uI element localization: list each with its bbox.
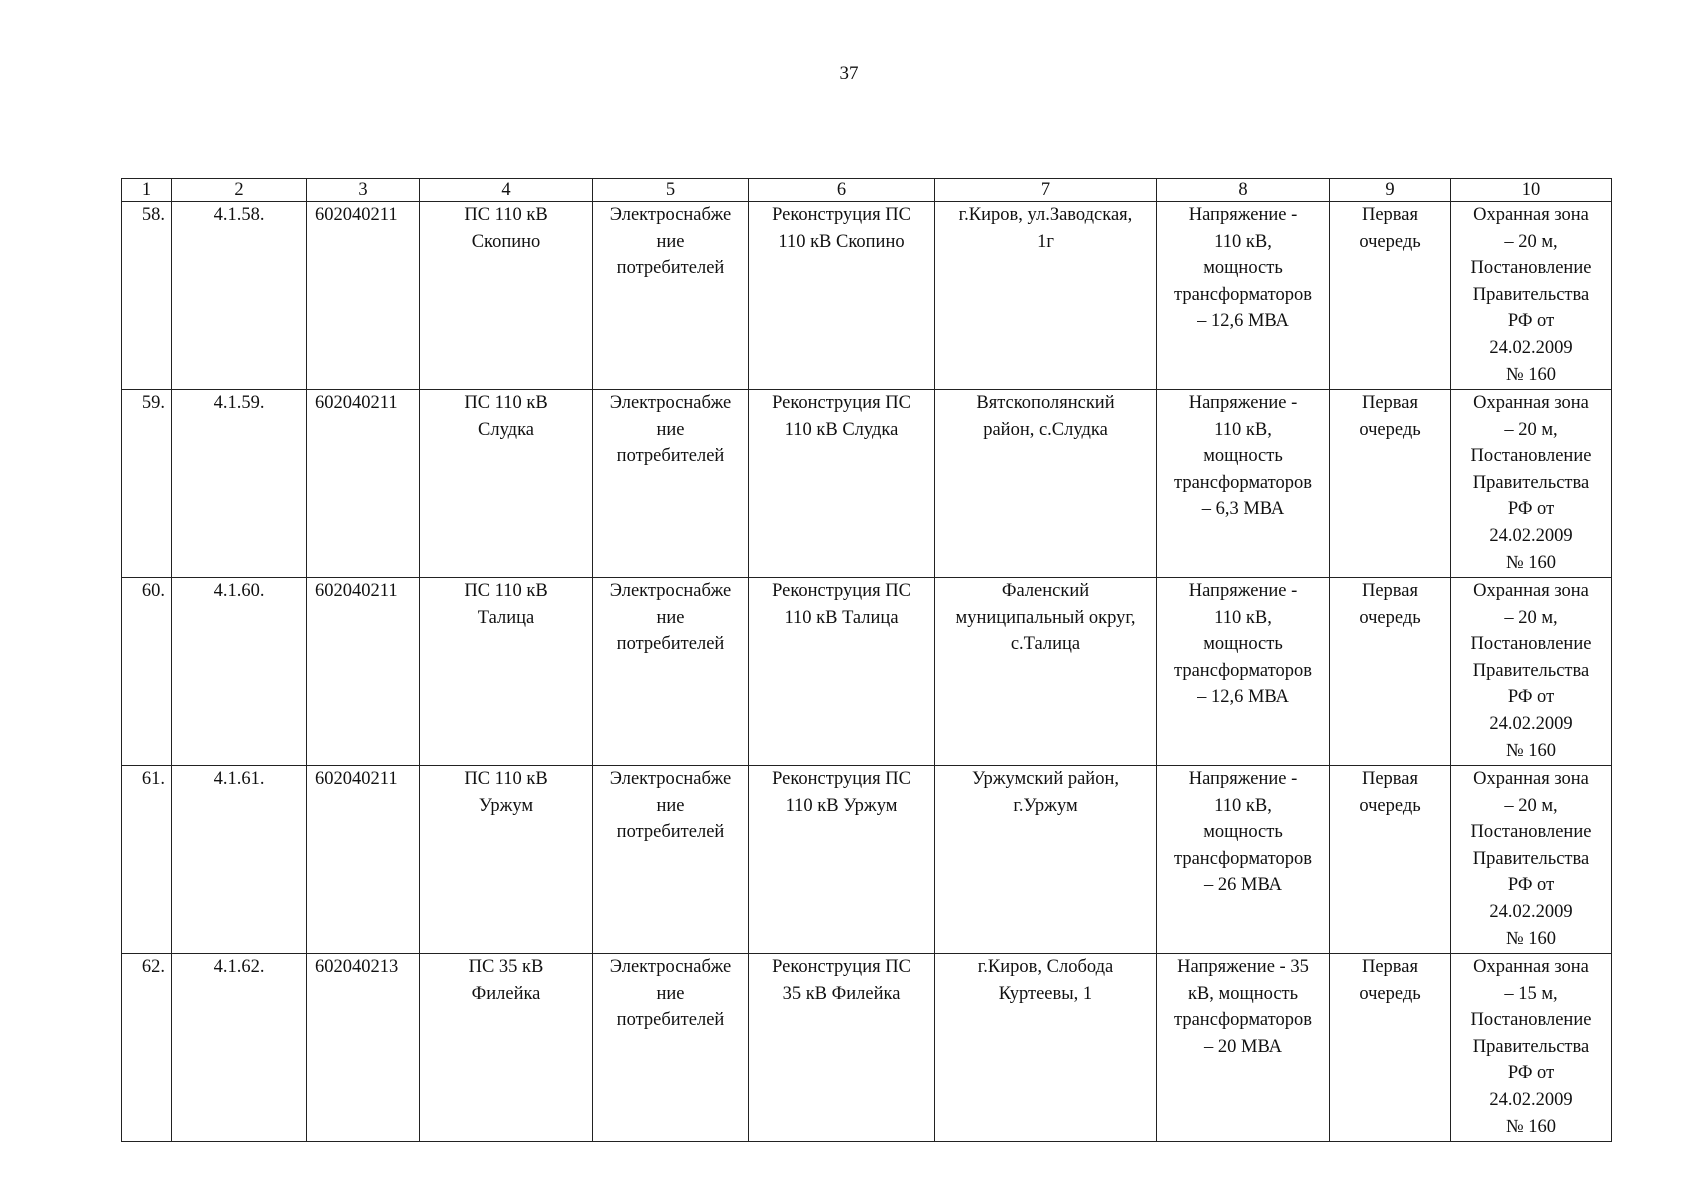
characteristics-cell: [1157, 390, 1330, 578]
table-row: [122, 202, 1612, 390]
header-cell: 3: [307, 179, 420, 202]
cell-line: очередь: [1359, 607, 1421, 628]
object-code-cell: 602040211: [307, 578, 420, 766]
cell-line: Филейка: [471, 983, 541, 1004]
stage-cell: [1330, 954, 1451, 1142]
cell-line: мощность: [1203, 822, 1283, 843]
cell-line: Постановление: [1470, 822, 1592, 843]
stage-cell: [1330, 578, 1451, 766]
object-name-cell: [420, 202, 593, 390]
cell-line: РФ от: [1507, 1063, 1555, 1084]
cell-line: трансформаторов: [1174, 284, 1312, 305]
cell-line: Напряжение -: [1188, 581, 1298, 601]
characteristics-cell: [1157, 766, 1330, 954]
table-row: [122, 578, 1612, 766]
protection-zone-cell: [1451, 578, 1612, 766]
cell-line: 1г: [1037, 231, 1054, 252]
cell-line: г.Уржум: [1013, 795, 1078, 816]
cell-line: Уржум: [478, 795, 534, 816]
cell-line: 110 кВ Скопино: [778, 231, 905, 252]
cell-line: Реконструция ПС: [772, 581, 911, 601]
work-type-cell: [749, 578, 935, 766]
cell-line: потребителей: [616, 822, 725, 843]
header-cell: 5: [593, 179, 749, 202]
row-number-cell: 62.: [122, 954, 172, 1142]
cell-line: Правительства: [1472, 660, 1590, 681]
cell-line: Правительства: [1472, 848, 1590, 869]
object-code-cell: 602040213: [307, 954, 420, 1142]
cell-line: Правительства: [1472, 472, 1590, 493]
header-cell: 1: [122, 179, 172, 202]
cell-line: Охранная зона: [1473, 769, 1589, 789]
cell-line: Электроснабже: [609, 205, 732, 225]
item-index-cell: 4.1.58.: [172, 202, 307, 390]
header-cell: 6: [749, 179, 935, 202]
table-row: [122, 390, 1612, 578]
object-name-cell: [420, 390, 593, 578]
cell-line: Куртеевы, 1: [998, 983, 1093, 1004]
header-cell: 8: [1157, 179, 1330, 202]
cell-line: ние: [656, 607, 685, 628]
cell-line: мощность: [1203, 446, 1283, 467]
cell-line: ПС 35 кВ: [468, 957, 544, 977]
cell-line: – 20 м,: [1504, 795, 1558, 816]
cell-line: 110 кВ,: [1214, 795, 1272, 816]
cell-line: очередь: [1359, 419, 1421, 440]
table-row: [122, 954, 1612, 1142]
cell-line: Вятскополянский: [976, 393, 1115, 413]
cell-line: Постановление: [1470, 446, 1592, 467]
item-index-cell: 4.1.61.: [172, 766, 307, 954]
cell-line: 110 кВ Уржум: [785, 795, 898, 816]
cell-line: – 20 м,: [1504, 607, 1558, 628]
cell-line: 24.02.2009: [1489, 337, 1573, 358]
cell-line: Напряжение -: [1188, 769, 1298, 789]
object-name-cell: [420, 766, 593, 954]
cell-line: ние: [656, 795, 685, 816]
location-cell: [935, 954, 1157, 1142]
cell-line: Первая: [1361, 957, 1419, 977]
cell-line: Первая: [1361, 205, 1419, 225]
protection-zone-cell: [1451, 954, 1612, 1142]
object-code-cell: 602040211: [307, 202, 420, 390]
purpose-cell: [593, 202, 749, 390]
object-code-cell: 602040211: [307, 390, 420, 578]
item-index-cell: 4.1.62.: [172, 954, 307, 1142]
cell-line: кВ, мощность: [1187, 983, 1299, 1004]
work-type-cell: [749, 202, 935, 390]
cell-line: ПС 110 кВ: [464, 769, 548, 789]
cell-line: ние: [656, 419, 685, 440]
cell-line: потребителей: [616, 1010, 725, 1031]
cell-line: № 160: [1505, 364, 1557, 385]
stage-cell: [1330, 766, 1451, 954]
cell-line: 24.02.2009: [1489, 713, 1573, 734]
item-index-cell: 4.1.60.: [172, 578, 307, 766]
work-type-cell: [749, 954, 935, 1142]
cell-line: Постановление: [1470, 258, 1592, 279]
cell-line: потребителей: [616, 446, 725, 467]
cell-line: № 160: [1505, 740, 1557, 761]
cell-line: 35 кВ Филейка: [782, 983, 901, 1004]
cell-line: Уржумский район,: [972, 769, 1119, 789]
header-cell: 9: [1330, 179, 1451, 202]
purpose-cell: [593, 766, 749, 954]
cell-line: очередь: [1359, 231, 1421, 252]
cell-line: трансформаторов: [1174, 472, 1312, 493]
characteristics-cell: [1157, 954, 1330, 1142]
cell-line: Слудка: [478, 419, 534, 440]
cell-line: Охранная зона: [1473, 581, 1589, 601]
cell-line: – 20 МВА: [1204, 1036, 1282, 1057]
cell-line: Напряжение -: [1188, 393, 1298, 413]
work-type-cell: [749, 766, 935, 954]
cell-line: потребителей: [616, 634, 725, 655]
cell-line: 110 кВ,: [1214, 231, 1272, 252]
cell-line: Первая: [1361, 393, 1419, 413]
stage-cell: [1330, 202, 1451, 390]
cell-line: Правительства: [1472, 1036, 1590, 1057]
document-table: [121, 178, 1612, 1142]
cell-line: район, с.Слудка: [983, 419, 1108, 440]
characteristics-cell: [1157, 578, 1330, 766]
location-cell: [935, 202, 1157, 390]
cell-line: Постановление: [1470, 1010, 1592, 1031]
cell-line: Реконструция ПС: [772, 769, 911, 789]
stage-cell: [1330, 390, 1451, 578]
row-number-cell: 61.: [122, 766, 172, 954]
table-body: [122, 179, 1612, 1142]
cell-line: – 26 МВА: [1204, 875, 1282, 896]
cell-line: Фаленский: [1001, 581, 1090, 601]
cell-line: Правительства: [1472, 284, 1590, 305]
object-name-cell: [420, 578, 593, 766]
protection-zone-cell: [1451, 202, 1612, 390]
cell-line: – 20 м,: [1504, 419, 1558, 440]
cell-line: г.Киров, Слобода: [977, 957, 1114, 977]
header-row: [122, 179, 1612, 202]
work-type-cell: [749, 390, 935, 578]
item-index-cell: 4.1.59.: [172, 390, 307, 578]
cell-line: Талица: [477, 607, 535, 628]
cell-line: – 12,6 МВА: [1197, 311, 1289, 332]
cell-line: ПС 110 кВ: [464, 393, 548, 413]
cell-line: № 160: [1505, 928, 1557, 949]
purpose-cell: [593, 390, 749, 578]
cell-line: Электроснабже: [609, 393, 732, 413]
cell-line: Электроснабже: [609, 769, 732, 789]
row-number-cell: 59.: [122, 390, 172, 578]
header-cell: 2: [172, 179, 307, 202]
cell-line: 110 кВ Талица: [784, 607, 899, 628]
cell-line: ние: [656, 231, 685, 252]
cell-line: потребителей: [616, 258, 725, 279]
cell-line: Электроснабже: [609, 581, 732, 601]
cell-line: Скопино: [471, 231, 541, 252]
header-cell: 10: [1451, 179, 1612, 202]
header-cell: 4: [420, 179, 593, 202]
cell-line: – 12,6 МВА: [1197, 687, 1289, 708]
cell-line: 24.02.2009: [1489, 901, 1573, 922]
characteristics-cell: [1157, 202, 1330, 390]
cell-line: 110 кВ,: [1214, 419, 1272, 440]
purpose-cell: [593, 578, 749, 766]
location-cell: [935, 766, 1157, 954]
cell-line: Реконструция ПС: [772, 957, 911, 977]
object-code-cell: 602040211: [307, 766, 420, 954]
cell-line: с.Талица: [1010, 634, 1081, 655]
cell-line: РФ от: [1507, 687, 1555, 708]
cell-line: РФ от: [1507, 875, 1555, 896]
cell-line: № 160: [1505, 552, 1557, 573]
cell-line: Электроснабже: [609, 957, 732, 977]
cell-line: очередь: [1359, 983, 1421, 1004]
cell-line: Охранная зона: [1473, 957, 1589, 977]
cell-line: РФ от: [1507, 311, 1555, 332]
cell-line: 24.02.2009: [1489, 1089, 1573, 1110]
cell-line: Первая: [1361, 581, 1419, 601]
cell-line: Напряжение -: [1188, 205, 1298, 225]
cell-line: Постановление: [1470, 634, 1592, 655]
cell-line: трансформаторов: [1174, 660, 1312, 681]
cell-line: – 15 м,: [1504, 983, 1558, 1004]
cell-line: – 20 м,: [1504, 231, 1558, 252]
cell-line: Реконструция ПС: [772, 393, 911, 413]
location-cell: [935, 390, 1157, 578]
row-number-cell: 58.: [122, 202, 172, 390]
cell-line: Реконструция ПС: [772, 205, 911, 225]
cell-line: трансформаторов: [1174, 848, 1312, 869]
cell-line: 24.02.2009: [1489, 525, 1573, 546]
cell-line: Охранная зона: [1473, 393, 1589, 413]
cell-line: очередь: [1359, 795, 1421, 816]
cell-line: ние: [656, 983, 685, 1004]
cell-line: трансформаторов: [1174, 1010, 1312, 1031]
cell-line: Первая: [1361, 769, 1419, 789]
cell-line: Напряжение - 35: [1177, 957, 1309, 977]
page-number: 37: [839, 63, 859, 84]
table-row: [122, 766, 1612, 954]
cell-line: РФ от: [1507, 499, 1555, 520]
protection-zone-cell: [1451, 766, 1612, 954]
cell-line: ПС 110 кВ: [464, 205, 548, 225]
protection-zone-cell: [1451, 390, 1612, 578]
location-cell: [935, 578, 1157, 766]
cell-line: мощность: [1203, 634, 1283, 655]
cell-line: 110 кВ,: [1214, 607, 1272, 628]
cell-line: мощность: [1203, 258, 1283, 279]
cell-line: – 6,3 МВА: [1201, 499, 1285, 520]
object-name-cell: [420, 954, 593, 1142]
cell-line: 110 кВ Слудка: [784, 419, 899, 440]
cell-line: г.Киров, ул.Заводская,: [958, 205, 1133, 225]
cell-line: № 160: [1505, 1116, 1557, 1137]
cell-line: ПС 110 кВ: [464, 581, 548, 601]
header-cell: 7: [935, 179, 1157, 202]
row-number-cell: 60.: [122, 578, 172, 766]
cell-line: Охранная зона: [1473, 205, 1589, 225]
cell-line: муниципальный округ,: [955, 607, 1136, 628]
purpose-cell: [593, 954, 749, 1142]
